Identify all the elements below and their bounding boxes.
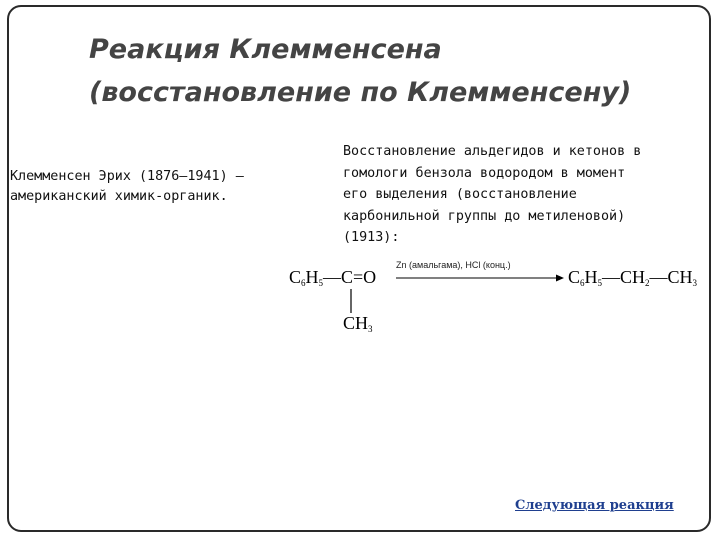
desc-line-3: его выделения (восстановление — [343, 187, 577, 202]
substituent-ch: CH — [343, 313, 369, 333]
bio-line-1: Клемменсен Эрих (1876—1941) — — [10, 169, 244, 184]
product-formula — [568, 267, 697, 293]
reaction-conditions: Zn (амальгама), HCl (конц.) — [396, 260, 511, 270]
reaction-arrow-head — [556, 275, 564, 282]
product-c-count: 6 — [580, 278, 585, 288]
reactant-h: H — [305, 267, 319, 287]
reactant-h-count: 5 — [318, 278, 324, 288]
product-h-count: 5 — [597, 278, 603, 288]
desc-line-4: карбонильной группы до метиленовой) — [343, 208, 626, 224]
product-methylene: —CH — [602, 267, 646, 287]
product-methylene-count: 2 — [645, 278, 650, 288]
product-methyl-count: 3 — [692, 278, 698, 288]
reactant-c: C — [289, 267, 302, 287]
substituent-h-count: 3 — [368, 324, 373, 334]
product-c: C — [568, 267, 581, 287]
reactant-carbonyl: —C=O — [323, 267, 377, 287]
desc-line-1: Восстановление альдегидов и кетонов в — [343, 144, 642, 159]
desc-line-2: гомологи бензола водородом в момент — [343, 165, 626, 181]
title-line-2: (восстановление по Клемменсену) — [89, 77, 632, 108]
methyl-substituent — [343, 313, 373, 339]
desc-line-5: (1913): — [343, 230, 400, 245]
product-h: H — [584, 267, 598, 287]
reactant-c-count: 6 — [301, 278, 306, 288]
product-methyl: —CH — [649, 267, 693, 287]
title-line-1: Реакция Клемменсена — [89, 34, 442, 65]
bio-line-2: американский химик-органик. — [10, 189, 228, 204]
next-reaction-link[interactable]: Следующая реакция — [515, 498, 674, 513]
